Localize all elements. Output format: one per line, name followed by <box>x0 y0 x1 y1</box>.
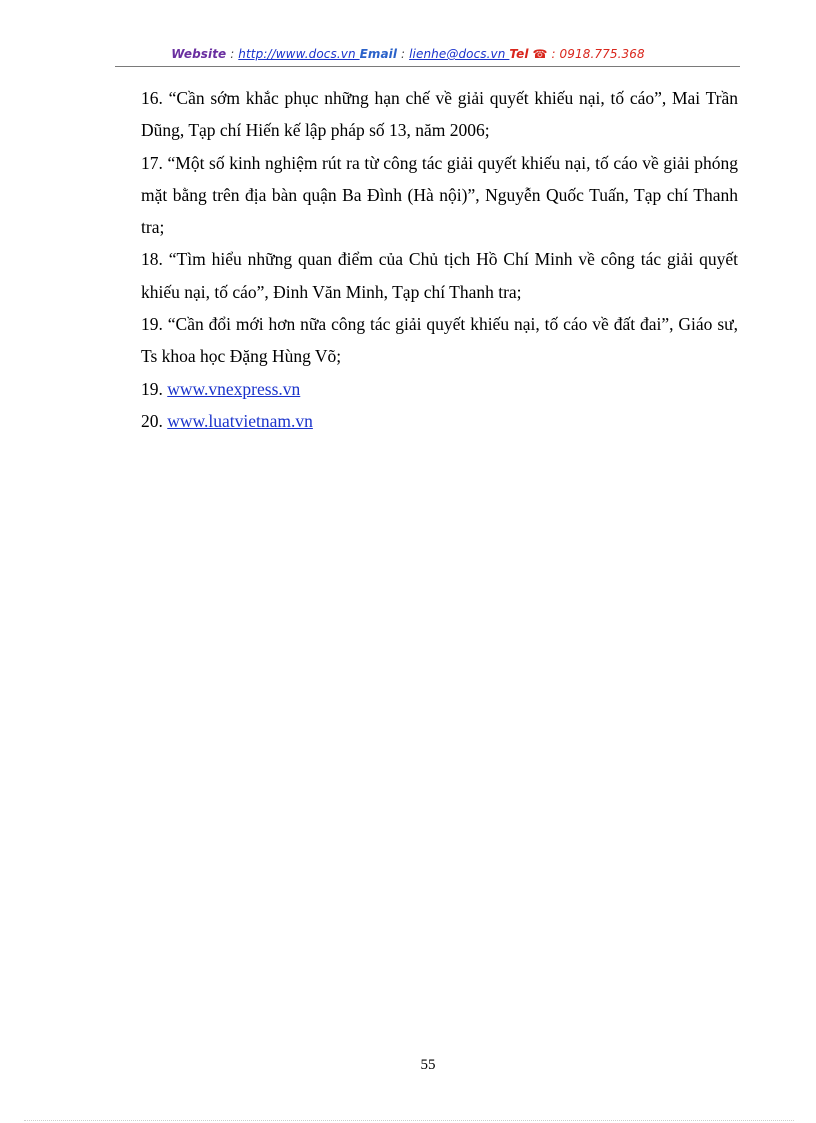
vnexpress-link[interactable]: www.vnexpress.vn <box>167 378 301 399</box>
reference-text: “Cần sớm khắc phục những hạn chế về giải quyết khiếu nại, tố cáo”, Mai Trần Dũng, Tạp chí Hiến kế lập pháp số 13, năm 2006; <box>141 88 739 141</box>
header-divider <box>115 66 740 67</box>
website-separator: : <box>226 47 239 61</box>
website-label: Website <box>171 47 227 61</box>
email-label: Email <box>359 47 398 61</box>
reference-item-17 <box>141 147 738 244</box>
reference-item-19 <box>141 308 738 373</box>
reference-number: 19. <box>141 378 163 399</box>
page-bottom-divider <box>24 1120 794 1121</box>
reference-number: 18. <box>141 249 163 270</box>
email-link[interactable]: lienhe@docs.vn <box>409 47 510 61</box>
reference-link-item <box>141 405 738 437</box>
tel-number: : 0918.775.368 <box>547 47 645 61</box>
reference-list <box>141 82 738 437</box>
website-link[interactable]: http://www.docs.vn <box>238 47 360 61</box>
reference-item-18 <box>141 243 738 308</box>
email-separator: : <box>397 47 410 61</box>
tel-label: Tel <box>509 47 529 61</box>
reference-number: 17. <box>141 152 163 173</box>
reference-link-item <box>141 373 738 405</box>
reference-text: “Một số kinh nghiệm rút ra từ công tác giải quyết khiếu nại, tố cáo về giải phóng mặt bằng trên địa bàn quận Ba Đình (Hà nội)”, Nguyễn Quốc Tuấn, Tạp chí Thanh tra; <box>141 152 739 238</box>
page-number: 55 <box>420 1057 436 1073</box>
reference-number: 20. <box>141 410 163 431</box>
reference-number: 16. <box>141 88 163 108</box>
reference-item-16 <box>141 82 738 147</box>
reference-number: 19. <box>141 314 163 335</box>
reference-text: “Cần đổi mới hơn nữa công tác giải quyết khiếu nại, tố cáo về đất đai”, Giáo sư, Ts khoa học Đặng Hùng Võ; <box>141 314 739 367</box>
phone-icon: ☎ <box>532 47 548 61</box>
page-header <box>0 47 816 61</box>
luatvietnam-link[interactable]: www.luatvietnam.vn <box>167 410 313 431</box>
reference-text: “Tìm hiểu những quan điểm của Chủ tịch Hồ Chí Minh về công tác giải quyết khiếu nại, tố cáo”, Đinh Văn Minh, Tạp chí Thanh tra; <box>141 249 738 302</box>
